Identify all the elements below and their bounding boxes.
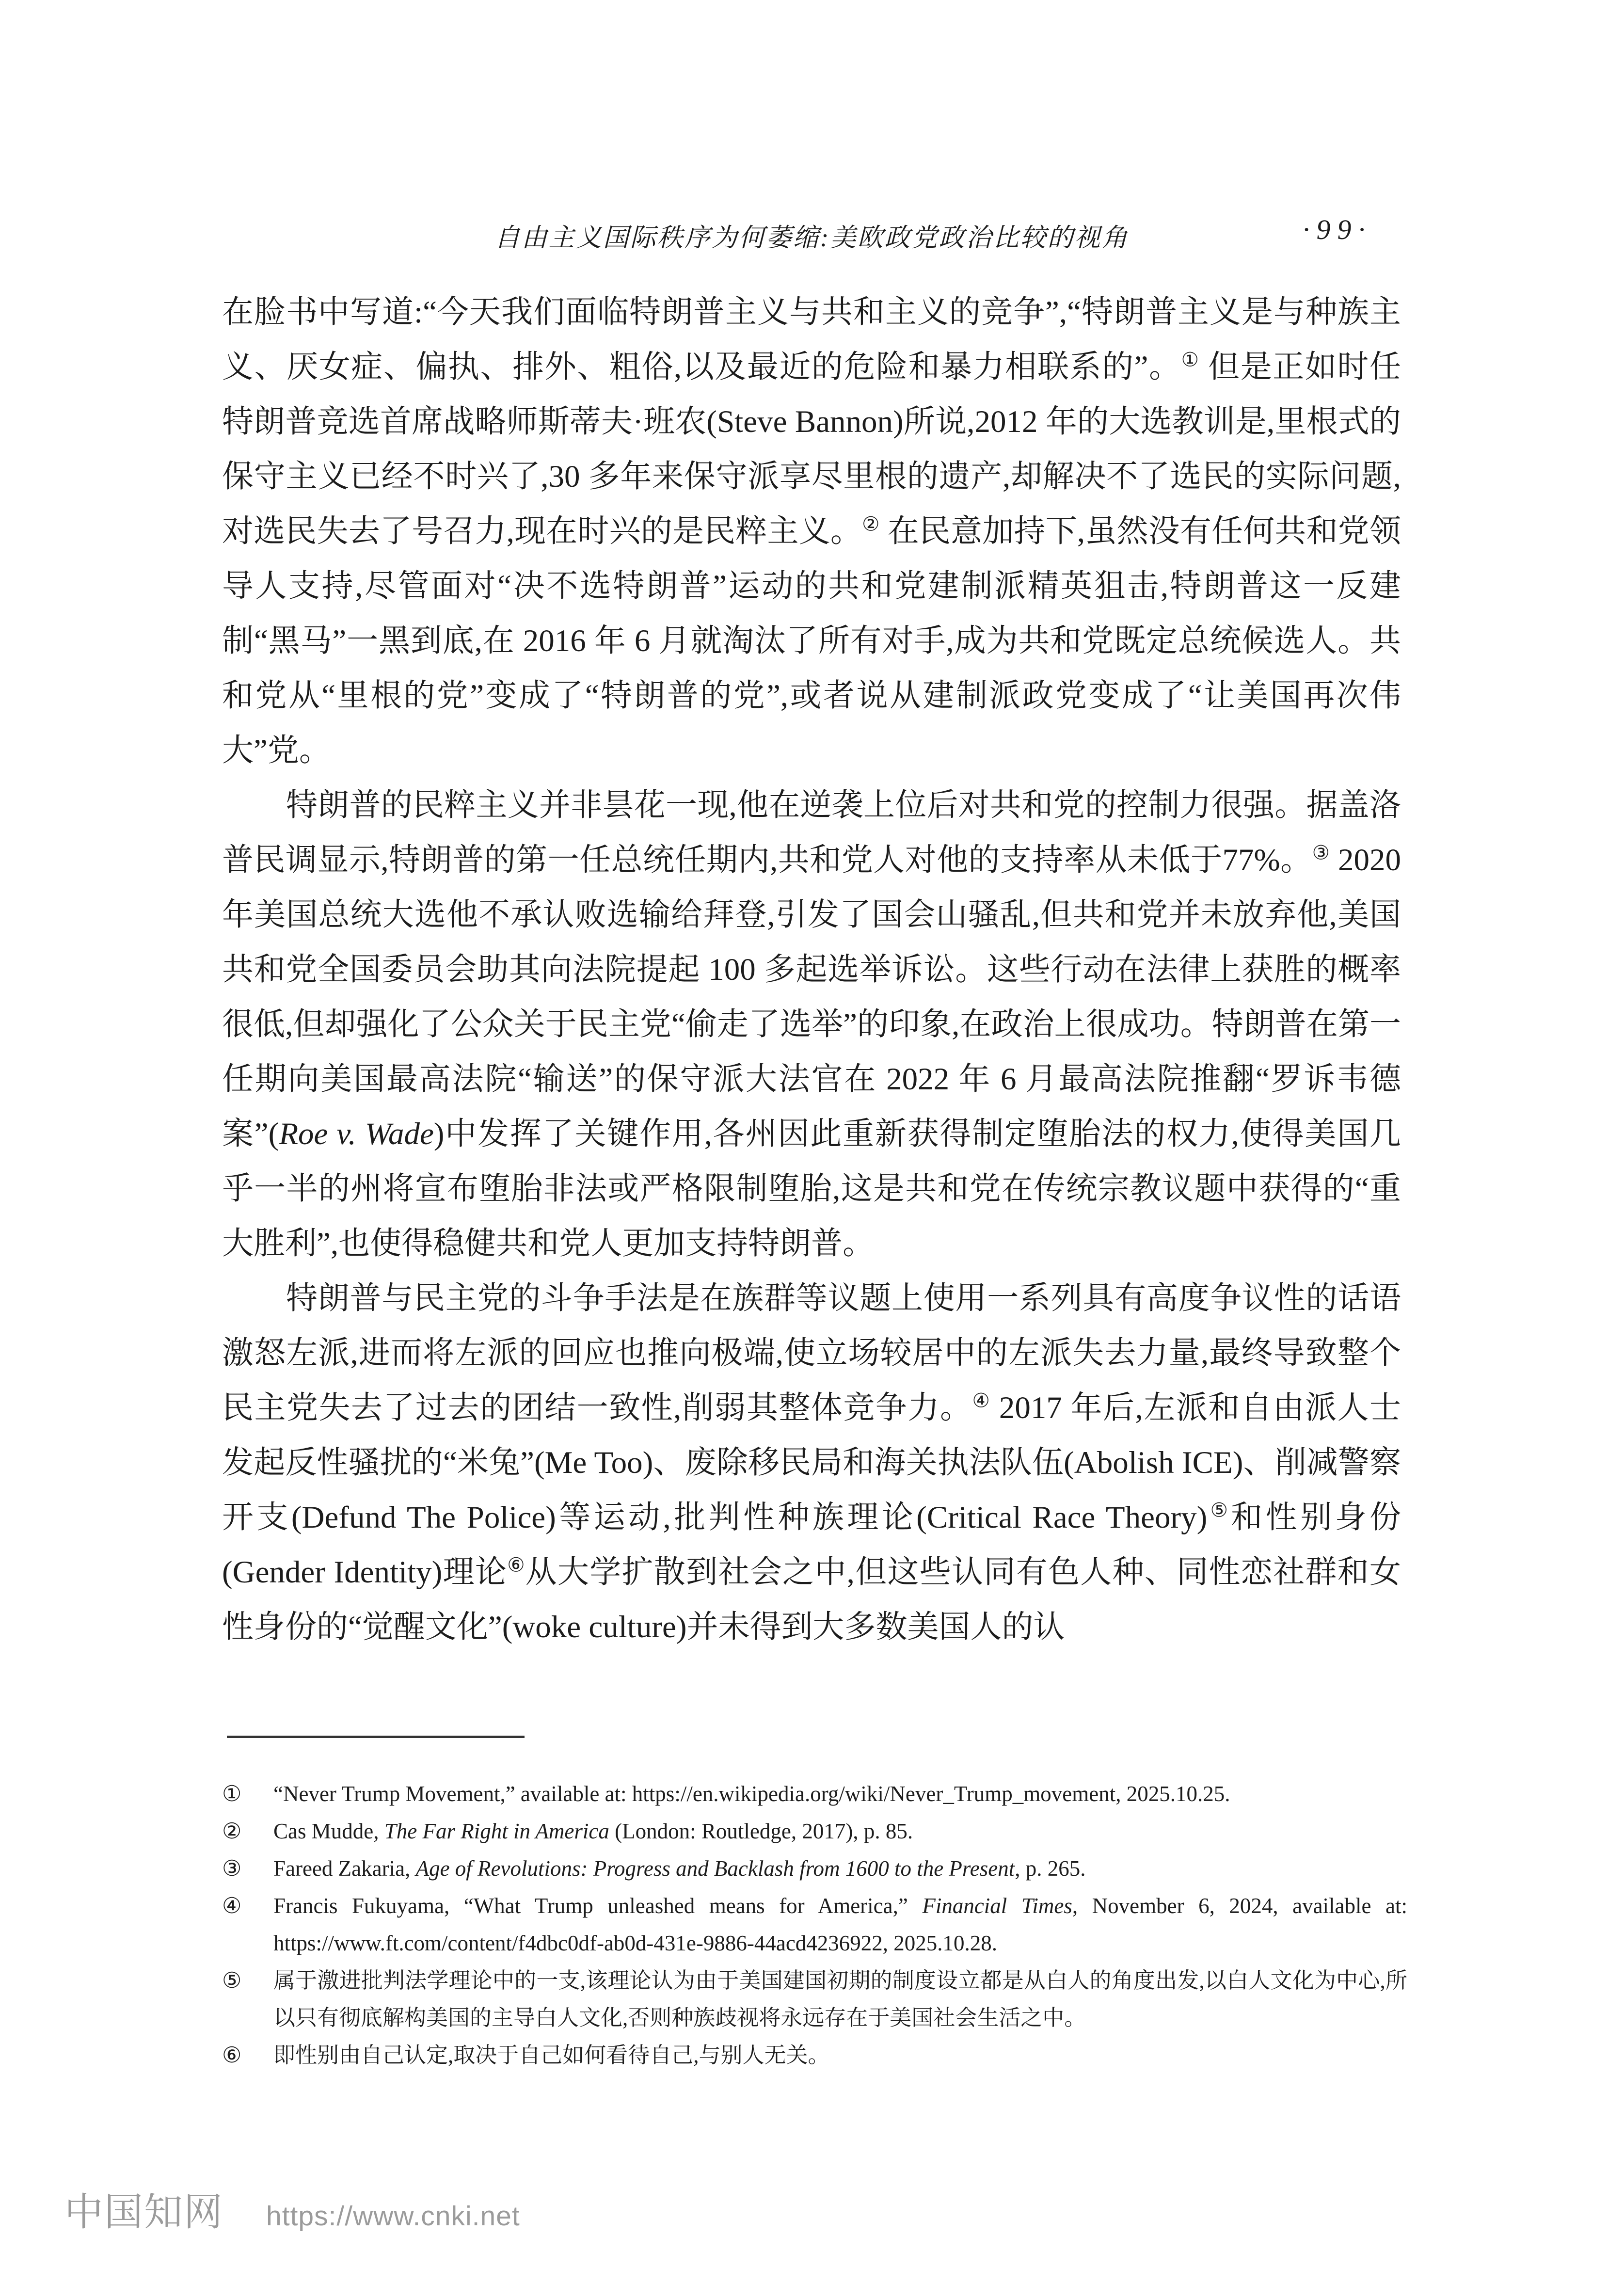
footnote-text — [273, 2037, 1407, 2074]
paragraph — [222, 285, 1401, 778]
footnote-marker: ④ — [222, 1894, 242, 1918]
text-run: 但是正如时任特朗普竞选首席战略师斯蒂夫·班农(Steve Bannon)所说,2012 年的大选教训是,里根式的保守主义已经不时兴了,30 多年来保守派享尽里根的遗产,却解决不了选民的实际问题,对选民失去了号召力,现在时兴的是民粹主义。 — [222, 350, 1401, 549]
text-run: 特朗普与民主党的斗争手法是在族群等议题上使用一系列具有高度争议性的话语激怒左派,进而将左派的回应也推向极端,使立场较居中的左派失去力量,最终导致整个民主党失去了过去的团结一致性,削弱其整体竞争力。 — [222, 1281, 1401, 1425]
text-run: Francis Fukuyama, “What Trump unleashed means for America,” — [273, 1894, 923, 1918]
footnote-reference-mark: ⑥ — [507, 1554, 525, 1576]
text-run: 在民意加持下,虽然没有任何共和党领导人支持,尽管面对“决不选特朗普”运动的共和党建制派精英狙击,特朗普这一反建制“黑马”一黑到底,在 2016 年 6 月就淘汰了所有对手,成为共和党既定总统候选人。共和党从“里根的党”变成了“特朗普的党”,或者说从建制派政党变成了“让美国再次伟大”党。 — [222, 514, 1401, 768]
article-body — [222, 285, 1401, 1655]
footnote-item — [222, 1813, 1407, 1850]
text-run: Cas Mudde, — [273, 1819, 384, 1843]
text-run: Fareed Zakaria, — [273, 1856, 416, 1881]
page-number: ·99· — [1303, 214, 1372, 245]
cnki-url: https://www.cnki.net — [266, 2201, 520, 2232]
footnote-item — [222, 1887, 1407, 1962]
cnki-brand: 中国知网 — [64, 2190, 223, 2234]
footnote-reference-mark: ① — [1181, 349, 1200, 371]
footnote-reference-mark: ④ — [972, 1389, 991, 1412]
footnote-item — [222, 1962, 1407, 2037]
footnote-reference-mark: ⑤ — [1207, 1499, 1231, 1521]
footnote-marker: ① — [222, 1782, 242, 1806]
text-run: Age of Revolutions: Progress and Backlash from 1600 to the Present — [415, 1856, 1015, 1881]
text-run: 2020 年美国总统大选他不承认败选输给拜登,引发了国会山骚乱,但共和党并未放弃他,美国共和党全国委员会助其向法院提起 100 多起选举诉讼。这些行动在法律上获胜的概率很低,但却强化了公众关于民主党“偷走了选举”的印象,在政治上很成功。特朗普在第一任期向美国最高法院“输送”的保守派大法官在 2022 年 6 月最高法院推翻“罗诉韦德案”( — [222, 843, 1401, 1151]
text-run: 即性别由自己认定,取决于自己如何看待自己,与别人无关。 — [273, 2043, 830, 2067]
footnote-divider — [227, 1736, 525, 1738]
text-run: “Never Trump Movement,” available at: https://en.wikipedia.org/wiki/Never_Trump_movement, 2025.10.25. — [273, 1782, 1230, 1806]
paragraph — [222, 1271, 1401, 1655]
cnki-footer — [64, 2181, 520, 2236]
text-run: 特朗普的民粹主义并非昙花一现,他在逆袭上位后对共和党的控制力很强。据盖洛普民调显示,特朗普的第一任总统任期内,共和党人对他的支持率从未低于77%。 — [222, 788, 1401, 878]
footnote-item — [222, 1775, 1407, 1813]
footnote-text — [273, 1962, 1407, 2037]
text-run: )中发挥了关键作用,各州因此重新获得制定堕胎法的权力,使得美国几乎一半的州将宣布堕胎非法或严格限制堕胎,这是共和党在传统宗教议题中获得的“重大胜利”,也使得稳健共和党人更加支持特朗普。 — [222, 1117, 1401, 1261]
footnote-item — [222, 2037, 1407, 2074]
text-run: , November 6, 2024, available at: https://www.ft.com/content/f4dbc0df-ab0d-431e-9886-44acd4236922, 2025.10.28. — [273, 1894, 1407, 1955]
text-run: 在脸书中写道:“今天我们面临特朗普主义与共和主义的竞争”,“特朗普主义是与种族主义、厌女症、偏执、排外、粗俗,以及最近的危险和暴力相联系的”。 — [222, 295, 1401, 384]
text-run: Financial Times — [922, 1894, 1072, 1918]
text-run: 属于激进批判法学理论中的一支,该理论认为由于美国建国初期的制度设立都是从白人的角度出发,以白人文化为中心,所以只有彻底解构美国的主导白人文化,否则种族歧视将永远存在于美国社会生活之中。 — [273, 1968, 1407, 2030]
footnote-text — [273, 1887, 1407, 1962]
text-run: 和性别身份(Gender Identity)理论 — [222, 1500, 1401, 1590]
footnote-text — [273, 1850, 1407, 1887]
footnotes — [222, 1775, 1407, 2074]
footnote-text — [273, 1813, 1407, 1850]
footnote-reference-mark: ② — [862, 513, 880, 535]
text-run: The Far Right in America — [384, 1819, 609, 1843]
footnote-item — [222, 1850, 1407, 1887]
text-run: (London: Routledge, 2017), p. 85. — [609, 1819, 913, 1843]
footnote-marker: ③ — [222, 1856, 242, 1881]
footnote-reference-mark: ③ — [1312, 842, 1330, 864]
text-run: Roe v. Wade — [279, 1117, 434, 1151]
footnote-marker: ⑥ — [222, 2043, 242, 2067]
footnote-text — [273, 1775, 1407, 1813]
footnote-marker: ⑤ — [222, 1968, 242, 1993]
text-run: , p. 265. — [1015, 1856, 1086, 1881]
text-run: 2017 年后,左派和自由派人士发起反性骚扰的“米兔”(Me Too)、废除移民局和海关执法队伍(Abolish ICE)、削减警察开支(Defund The Police)等运动,批判性种族理论(Critical Race Theory) — [222, 1390, 1401, 1535]
running-header-title: 自由主义国际秩序为何萎缩:美欧政党政治比较的视角 — [494, 224, 1129, 252]
text-run: 从大学扩散到社会之中,但这些认同有色人种、同性恋社群和女性身份的“觉醒文化”(woke culture)并未得到大多数美国人的认 — [222, 1555, 1401, 1644]
footnote-marker: ② — [222, 1819, 242, 1843]
paragraph — [222, 778, 1401, 1271]
